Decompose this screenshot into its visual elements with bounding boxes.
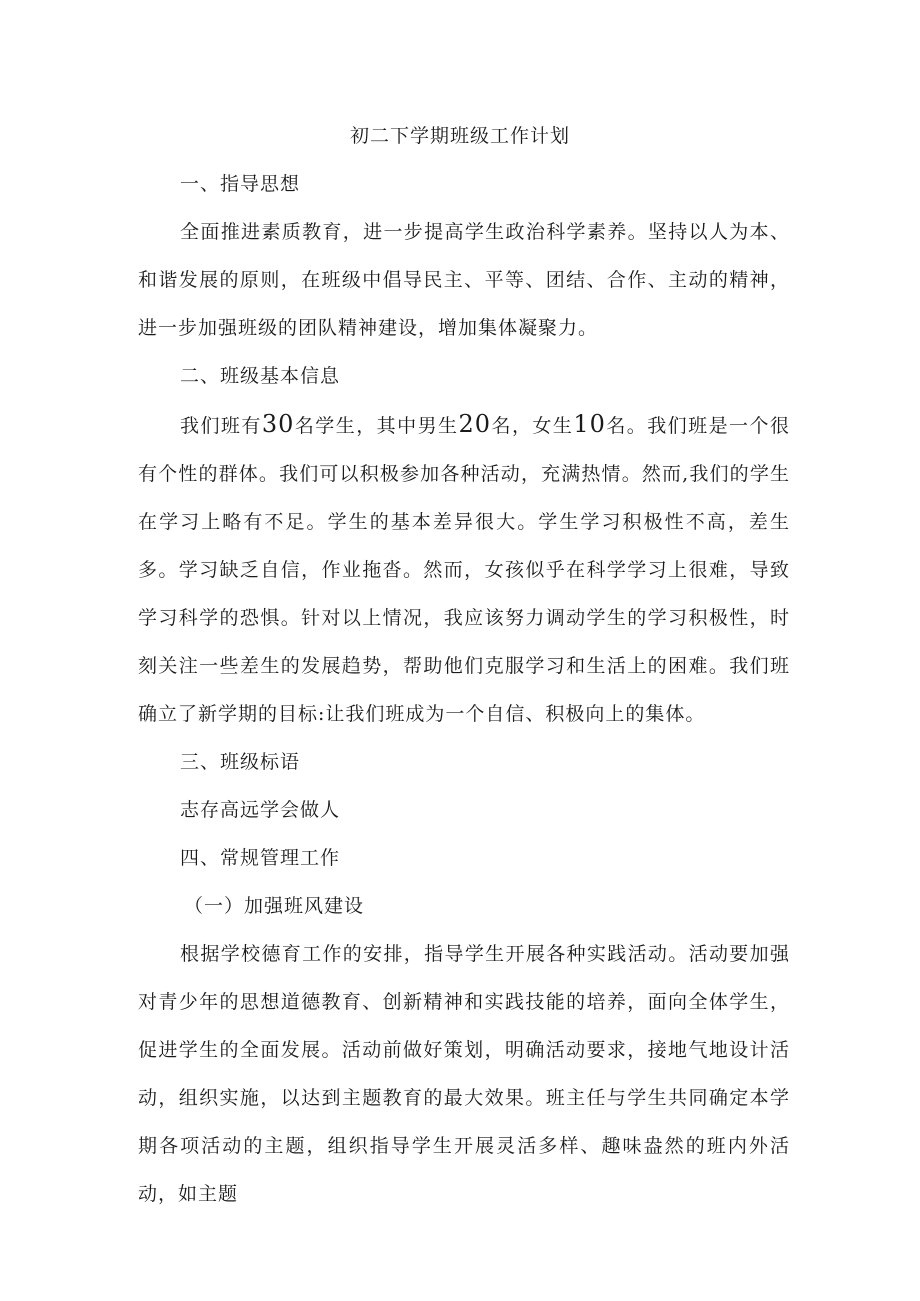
- paragraph-guiding-ideology: 全面推进素质教育，进一步提高学生政治科学素养。坚持以人为本、和谐发展的原则，在班级中倡导民主、平等、团结、合作、主动的精神，进一步加强班级的团队精神建设，增加集体凝聚力。: [138, 221, 790, 339]
- girl-count: 10: [573, 410, 606, 438]
- document-body: [138, 160, 790, 1218]
- boy-count: 20: [458, 410, 492, 438]
- section-heading-guiding-ideology: 一、指导思想: [180, 173, 301, 195]
- class-info-text-3: 名，女生: [491, 415, 574, 437]
- paragraph-class-info: [138, 400, 790, 738]
- paragraph-class-spirit: 根据学校德育工作的安排，指导学生开展各种实践活动。活动要加强对青少年的思想道德教育、创新精神和实践技能的培养，面向全体学生，促进学生的全面发展。活动前做好策划，明确活动要求，接地气地设计活动，组织实施，以达到主题教育的最大效果。班主任与学生共同确定本学期各项活动的主题，组织指导学生开展灵活多样、趣味盎然的班内外活动，如主题: [138, 943, 790, 1205]
- subsection-heading-class-spirit: （一）加强班风建设: [184, 895, 365, 917]
- class-slogan: 志存高远学会做人: [180, 799, 341, 821]
- class-info-text-1: 我们班有: [180, 415, 262, 437]
- section-heading-class-slogan: 三、班级标语: [180, 751, 301, 773]
- class-info-text-2: 名学生，其中男生: [294, 415, 459, 437]
- section-heading-routine-management: 四、常规管理工作: [180, 847, 341, 869]
- class-info-text-4: 名。我们班是一个很有个性的群体。我们可以积极参加各种活动，充满热情。然而,我们的学生在学习上略有不足。学生的基本差异很大。学生学习积极性不高，差生多。学习缺乏自信，作业拖沓。然而，女孩似乎在科学学习上很难，导致学习科学的恐惧。针对以上情况，我应该努力调动学生的学习积极性，时刻关注一些差生的发展趋势，帮助他们克服学习和生活上的困难。我们班确立了新学期的目标:让我们班成为一个自信、积极向上的集体。: [138, 415, 790, 725]
- section-heading-class-info: 二、班级基本信息: [180, 365, 341, 387]
- student-count: 30: [261, 410, 295, 438]
- document-title: 初二下学期班级工作计划: [349, 125, 570, 147]
